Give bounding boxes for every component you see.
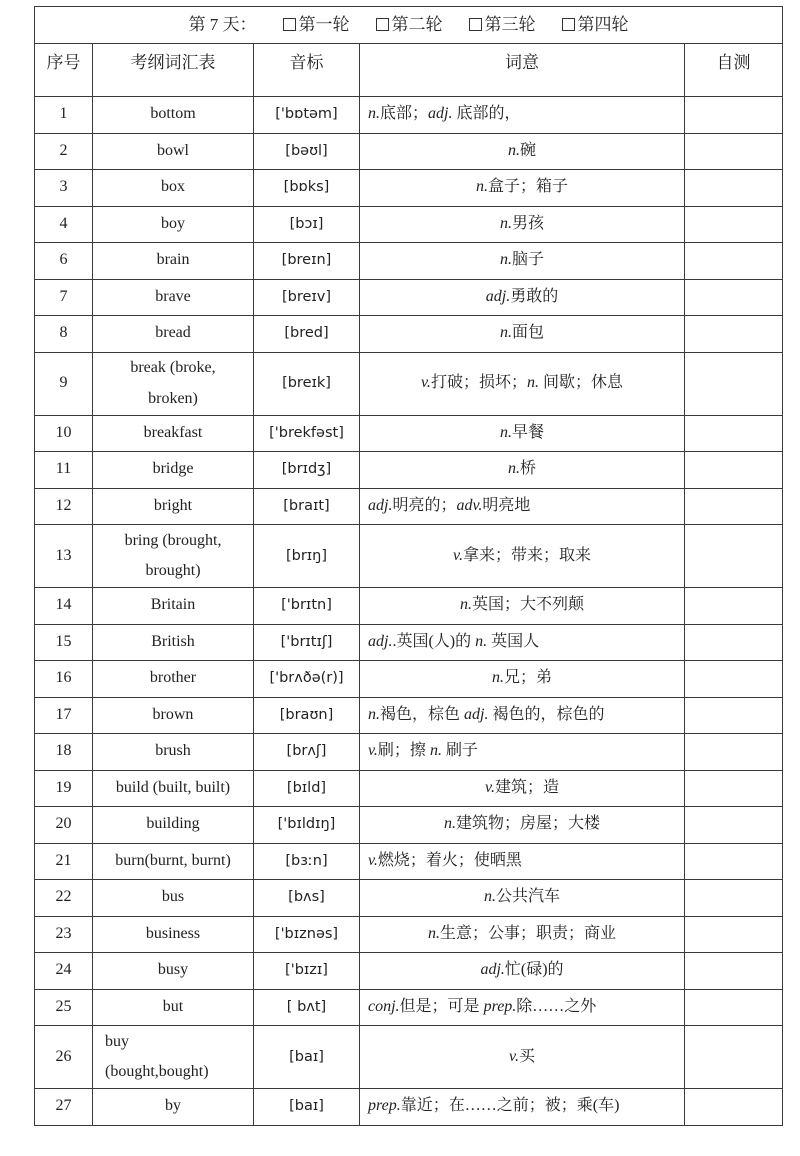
self-test-cell[interactable] <box>685 843 783 880</box>
self-test-cell[interactable] <box>685 916 783 953</box>
vocab-word: by <box>93 1089 254 1126</box>
vocab-word-line: bring (brought, <box>124 531 222 549</box>
meaning-text: 底部的， <box>452 105 521 123</box>
phonetic: [baɪ] <box>254 1089 360 1126</box>
meaning-text: 间歇；休息 <box>538 374 623 392</box>
meaning-text: 但是；可是 <box>399 997 484 1015</box>
vocab-word: brave <box>93 279 254 316</box>
vocab-word: brain <box>93 243 254 280</box>
self-test-cell[interactable] <box>685 953 783 990</box>
header-row <box>35 44 783 97</box>
meaning <box>360 807 685 844</box>
part-of-speech: n. <box>507 460 520 478</box>
meaning <box>360 661 685 698</box>
table-row <box>35 206 783 243</box>
table-row <box>35 415 783 452</box>
phonetic: [baɪ] <box>254 1026 360 1089</box>
table-row <box>35 1026 783 1089</box>
phonetic: ['bɪznəs] <box>254 916 360 953</box>
meaning <box>360 316 685 353</box>
title-row <box>35 7 783 44</box>
meaning-text: 兄；弟 <box>503 669 552 687</box>
part-of-speech: adj. <box>368 632 393 650</box>
vocab-word: bright <box>93 488 254 525</box>
part-of-speech: n. <box>427 924 440 942</box>
meaning-text: 男孩 <box>511 214 544 232</box>
meaning-text: 公共汽车 <box>495 888 560 906</box>
phonetic: [bred] <box>254 316 360 353</box>
self-test-cell[interactable] <box>685 97 783 134</box>
meaning <box>360 734 685 771</box>
part-of-speech: n. <box>499 214 512 232</box>
meaning <box>360 415 685 452</box>
table-row <box>35 488 783 525</box>
vocab-word-line: brought) <box>145 562 201 579</box>
row-number: 25 <box>35 989 93 1026</box>
vocab-word <box>93 1026 254 1089</box>
self-test-cell[interactable] <box>685 1026 783 1089</box>
vocab-word <box>93 352 254 415</box>
part-of-speech: prep. <box>368 1097 401 1115</box>
meaning <box>360 1026 685 1089</box>
meaning <box>360 243 685 280</box>
round-2-checkbox[interactable]: 第二轮 <box>376 14 443 36</box>
part-of-speech: conj. <box>368 997 400 1015</box>
vocab-word: British <box>93 624 254 661</box>
row-number: 19 <box>35 770 93 807</box>
phonetic: [bɔɪ] <box>254 206 360 243</box>
part-of-speech: n. <box>526 374 539 392</box>
phonetic: [ bʌt] <box>254 989 360 1026</box>
table-row <box>35 525 783 588</box>
row-number: 4 <box>35 206 93 243</box>
vocab-word: building <box>93 807 254 844</box>
table-row <box>35 352 783 415</box>
self-test-cell[interactable] <box>685 624 783 661</box>
meaning <box>360 916 685 953</box>
part-of-speech: n. <box>368 105 380 123</box>
row-number: 12 <box>35 488 93 525</box>
meaning-text: 建筑物；房屋；大楼 <box>455 815 600 833</box>
self-test-cell[interactable] <box>685 661 783 698</box>
part-of-speech: n. <box>443 815 456 833</box>
phonetic: ['brʌðə(r)] <box>254 661 360 698</box>
meaning-text: 刷；擦 <box>377 742 430 760</box>
self-test-cell[interactable] <box>685 206 783 243</box>
header-num: 序号 <box>35 44 93 97</box>
part-of-speech: n. <box>429 742 442 760</box>
phonetic: [brʌʃ] <box>254 734 360 771</box>
table-row <box>35 697 783 734</box>
phonetic: [brɪŋ] <box>254 525 360 588</box>
table-row <box>35 916 783 953</box>
vocab-word: bread <box>93 316 254 353</box>
vocab-word-line: (bought,bought) <box>105 1063 209 1080</box>
row-number: 24 <box>35 953 93 990</box>
table-row <box>35 170 783 207</box>
self-test-cell[interactable] <box>685 1089 783 1126</box>
row-number: 9 <box>35 352 93 415</box>
meaning <box>360 1089 685 1126</box>
vocab-word: brush <box>93 734 254 771</box>
vocab-word: busy <box>93 953 254 990</box>
meaning-text: 脑子 <box>511 251 544 269</box>
self-test-cell[interactable] <box>685 316 783 353</box>
meaning <box>360 452 685 489</box>
row-number: 10 <box>35 415 93 452</box>
vocab-word: bowl <box>93 133 254 170</box>
self-test-cell[interactable] <box>685 352 783 415</box>
row-number: 3 <box>35 170 93 207</box>
meaning <box>360 843 685 880</box>
part-of-speech: adj. <box>368 496 393 514</box>
row-number: 21 <box>35 843 93 880</box>
meaning-text: 拿来；带来；取来 <box>462 546 591 564</box>
meaning-text: 建筑；造 <box>494 778 559 796</box>
part-of-speech: n. <box>475 632 488 650</box>
round-3-checkbox[interactable]: 第三轮 <box>469 14 536 36</box>
meaning-text: 英国；大不列颠 <box>471 596 584 614</box>
meaning <box>360 488 685 525</box>
meaning <box>360 588 685 625</box>
row-number: 26 <box>35 1026 93 1089</box>
meaning-text: 靠近；在……之前；被；乘(车) <box>400 1097 620 1115</box>
part-of-speech: v. <box>485 778 495 796</box>
meaning-text: 盒子；箱子 <box>487 178 568 196</box>
meaning <box>360 352 685 415</box>
vocab-word: build (built, built) <box>93 770 254 807</box>
checkbox-icon <box>376 18 389 31</box>
part-of-speech: adj. <box>485 287 511 305</box>
meaning <box>360 989 685 1026</box>
table-row <box>35 880 783 917</box>
part-of-speech: n. <box>459 596 472 614</box>
self-test-cell[interactable] <box>685 880 783 917</box>
table-row <box>35 770 783 807</box>
table-row <box>35 316 783 353</box>
meaning-text: .英国(人)的 <box>392 632 476 650</box>
phonetic: [braʊn] <box>254 697 360 734</box>
part-of-speech: n. <box>475 178 488 196</box>
self-test-cell[interactable] <box>685 415 783 452</box>
meaning-text: 褐色的，棕色的 <box>488 705 605 723</box>
row-number: 11 <box>35 452 93 489</box>
meaning-text: 刷子 <box>441 742 478 760</box>
vocabulary-sheet <box>34 6 782 1126</box>
vocab-word: box <box>93 170 254 207</box>
meaning-text: 面包 <box>511 324 544 342</box>
self-test-cell[interactable] <box>685 243 783 280</box>
meaning <box>360 953 685 990</box>
row-number: 15 <box>35 624 93 661</box>
table-row <box>35 989 783 1026</box>
row-number: 20 <box>35 807 93 844</box>
part-of-speech: n. <box>499 251 512 269</box>
part-of-speech: v. <box>368 742 378 760</box>
phonetic: [brɪdʒ] <box>254 452 360 489</box>
table-row <box>35 133 783 170</box>
meaning-text: 燃烧；着火；使晒黑 <box>377 851 522 869</box>
header-ipa: 音标 <box>254 44 360 97</box>
vocab-word: brother <box>93 661 254 698</box>
phonetic: [braɪt] <box>254 488 360 525</box>
page-title <box>35 7 783 44</box>
table-row <box>35 807 783 844</box>
self-test-cell[interactable] <box>685 133 783 170</box>
row-number: 2 <box>35 133 93 170</box>
checkbox-icon <box>562 18 575 31</box>
part-of-speech: adj. <box>428 105 453 123</box>
vocab-word-line: buy <box>105 1032 129 1050</box>
vocab-word: boy <box>93 206 254 243</box>
table-row <box>35 953 783 990</box>
row-number: 27 <box>35 1089 93 1126</box>
row-number: 8 <box>35 316 93 353</box>
row-number: 22 <box>35 880 93 917</box>
row-number: 17 <box>35 697 93 734</box>
row-number: 14 <box>35 588 93 625</box>
self-test-cell[interactable] <box>685 452 783 489</box>
vocab-word-line: broken) <box>148 389 198 407</box>
meaning-text: 英国人 <box>487 632 540 650</box>
header-meaning: 词意 <box>360 44 685 97</box>
phonetic: [breɪn] <box>254 243 360 280</box>
row-number: 7 <box>35 279 93 316</box>
phonetic: ['brekfəst] <box>254 415 360 452</box>
phonetic: [bɜːn] <box>254 843 360 880</box>
meaning-text: 除……之外 <box>516 997 597 1015</box>
vocab-word: Britain <box>93 588 254 625</box>
part-of-speech: n. <box>483 888 496 906</box>
row-number: 23 <box>35 916 93 953</box>
part-of-speech: v. <box>453 546 463 564</box>
part-of-speech: n. <box>499 423 512 441</box>
row-number: 18 <box>35 734 93 771</box>
vocab-word: brown <box>93 697 254 734</box>
meaning-text: 明亮的； <box>392 496 457 514</box>
day-label: 第 7 天： <box>188 14 257 34</box>
meaning-text: 打破；损坏； <box>430 374 527 392</box>
self-test-cell[interactable] <box>685 588 783 625</box>
self-test-cell[interactable] <box>685 488 783 525</box>
meaning <box>360 697 685 734</box>
part-of-speech: n. <box>507 141 520 159</box>
part-of-speech: v. <box>368 851 378 869</box>
meaning-text: 买 <box>518 1047 535 1065</box>
meaning <box>360 170 685 207</box>
part-of-speech: n. <box>368 705 380 723</box>
vocab-word: burn(burnt, burnt) <box>93 843 254 880</box>
part-of-speech: adj. <box>464 705 489 723</box>
checkbox-icon <box>283 18 296 31</box>
meaning-text: 桥 <box>519 460 536 478</box>
part-of-speech: n. <box>491 669 504 687</box>
part-of-speech: v. <box>509 1047 519 1065</box>
meaning <box>360 880 685 917</box>
vocab-word <box>93 525 254 588</box>
meaning <box>360 525 685 588</box>
table-row <box>35 452 783 489</box>
meaning <box>360 279 685 316</box>
phonetic: [bʌs] <box>254 880 360 917</box>
phonetic: [breɪk] <box>254 352 360 415</box>
part-of-speech: n. <box>499 324 512 342</box>
row-number: 16 <box>35 661 93 698</box>
self-test-cell[interactable] <box>685 770 783 807</box>
self-test-cell[interactable] <box>685 989 783 1026</box>
self-test-cell[interactable] <box>685 697 783 734</box>
table-row <box>35 661 783 698</box>
vocab-word: bus <box>93 880 254 917</box>
table-row <box>35 279 783 316</box>
self-test-cell[interactable] <box>685 734 783 771</box>
part-of-speech: adv. <box>456 496 483 514</box>
row-number: 1 <box>35 97 93 134</box>
phonetic: [bəʊl] <box>254 133 360 170</box>
meaning-text: 生意；公事；职责；商业 <box>439 924 616 942</box>
phonetic: [breɪv] <box>254 279 360 316</box>
part-of-speech: adj. <box>480 961 505 979</box>
vocabulary-table <box>34 6 783 1126</box>
meaning-text: 碗 <box>519 141 536 159</box>
round-4-checkbox[interactable]: 第四轮 <box>562 14 629 36</box>
table-row <box>35 588 783 625</box>
part-of-speech: v. <box>421 374 431 392</box>
self-test-cell[interactable] <box>685 525 783 588</box>
phonetic: [bɒks] <box>254 170 360 207</box>
header-word: 考纲词汇表 <box>93 44 254 97</box>
vocab-word: but <box>93 989 254 1026</box>
self-test-cell[interactable] <box>685 807 783 844</box>
vocab-word: bridge <box>93 452 254 489</box>
meaning-text: 明亮地 <box>482 496 531 514</box>
meaning-text: 底部； <box>380 105 429 123</box>
table-row <box>35 1089 783 1126</box>
meaning <box>360 624 685 661</box>
table-row <box>35 843 783 880</box>
round-1-checkbox[interactable]: 第一轮 <box>283 14 350 36</box>
meaning <box>360 206 685 243</box>
table-row <box>35 243 783 280</box>
phonetic: ['bɪzɪ] <box>254 953 360 990</box>
phonetic: ['bɒtəm] <box>254 97 360 134</box>
self-test-cell[interactable] <box>685 279 783 316</box>
meaning <box>360 770 685 807</box>
checkbox-icon <box>469 18 482 31</box>
table-row <box>35 624 783 661</box>
vocab-word: breakfast <box>93 415 254 452</box>
header-self-test: 自测 <box>685 44 783 97</box>
part-of-speech: prep. <box>483 997 517 1015</box>
meaning <box>360 133 685 170</box>
meaning <box>360 97 685 134</box>
vocab-word: bottom <box>93 97 254 134</box>
vocab-word: business <box>93 916 254 953</box>
self-test-cell[interactable] <box>685 170 783 207</box>
meaning-text: 勇敢的 <box>510 287 559 305</box>
table-row <box>35 97 783 134</box>
phonetic: [bɪld] <box>254 770 360 807</box>
meaning-text: 褐色，棕色 <box>380 705 465 723</box>
row-number: 13 <box>35 525 93 588</box>
phonetic: ['brɪtn] <box>254 588 360 625</box>
vocab-word-line: break (broke, <box>130 359 216 377</box>
table-row <box>35 734 783 771</box>
meaning-text: 早餐 <box>511 423 544 441</box>
phonetic: ['brɪtɪʃ] <box>254 624 360 661</box>
row-number: 6 <box>35 243 93 280</box>
meaning-text: 忙(碌)的 <box>504 961 564 979</box>
phonetic: ['bɪldɪŋ] <box>254 807 360 844</box>
